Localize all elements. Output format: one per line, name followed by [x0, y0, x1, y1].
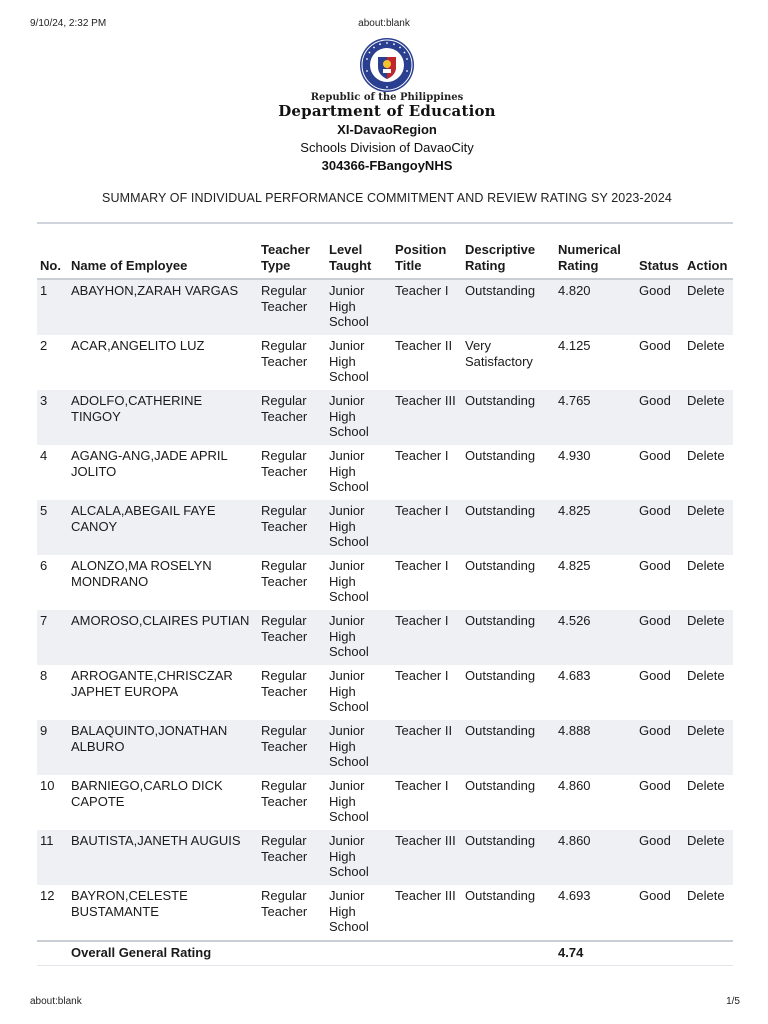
table-row [37, 335, 733, 390]
cell-name: ADOLFO,CATHERINE TINGOY [71, 393, 203, 424]
cell-status: Good [639, 338, 671, 353]
deped-seal-logo [359, 37, 415, 93]
print-url-top: about:blank [358, 18, 410, 29]
cell-numerical: 4.683 [558, 668, 591, 683]
table-row [37, 500, 733, 555]
table-row [37, 830, 733, 885]
print-footer [0, 996, 768, 1010]
print-datetime: 9/10/24, 2:32 PM [30, 18, 107, 29]
table-header [37, 238, 733, 279]
cell-position: Teacher I [395, 448, 449, 463]
cell-position: Teacher I [395, 503, 449, 518]
cell-no: 10 [40, 778, 55, 793]
cell-name: AMOROSO,CLAIRES PUTIAN [71, 613, 250, 628]
overall-rating-label: Overall General Rating [71, 945, 212, 960]
cell-teacher-type: Regular Teacher [261, 448, 308, 479]
cell-name: ALONZO,MA ROSELYN MONDRANO [71, 558, 212, 589]
cell-teacher-type: Regular Teacher [261, 668, 308, 699]
col-descriptive: Descriptive Rating [465, 242, 536, 273]
table-row [37, 775, 733, 830]
col-position: Position Title [395, 242, 447, 273]
school-id: 304366-FBangoyNHS [321, 158, 453, 173]
cell-numerical: 4.930 [558, 448, 591, 463]
cell-no: 1 [40, 283, 48, 298]
cell-position: Teacher I [395, 283, 449, 298]
cell-descriptive: Outstanding [465, 723, 536, 738]
delete-action[interactable]: Delete [687, 558, 725, 573]
cell-descriptive: Very Satisfactory [465, 338, 533, 369]
cell-level: Junior High School [329, 503, 369, 549]
col-level: Level Taught [329, 242, 372, 273]
cell-position: Teacher III [395, 393, 456, 408]
cell-name: ACAR,ANGELITO LUZ [71, 338, 205, 353]
cell-numerical: 4.820 [558, 283, 591, 298]
cell-numerical: 4.125 [558, 338, 591, 353]
cell-descriptive: Outstanding [465, 448, 536, 463]
cell-level: Junior High School [329, 393, 369, 439]
cell-teacher-type: Regular Teacher [261, 393, 308, 424]
cell-numerical: 4.860 [558, 833, 591, 848]
col-no: No. [40, 258, 61, 273]
cell-position: Teacher III [395, 833, 456, 848]
cell-descriptive: Outstanding [465, 668, 536, 683]
delete-action[interactable]: Delete [687, 448, 725, 463]
cell-level: Junior High School [329, 778, 369, 824]
col-status: Status [639, 258, 679, 273]
cell-level: Junior High School [329, 833, 369, 879]
delete-action[interactable]: Delete [687, 888, 725, 903]
division-name: Schools Division of DavaoCity [300, 140, 474, 155]
cell-teacher-type: Regular Teacher [261, 723, 308, 754]
table-row [37, 665, 733, 720]
cell-name: BALAQUINTO,JONATHAN ALBURO [71, 723, 228, 754]
region-name: XI-DavaoRegion [337, 122, 437, 137]
cell-descriptive: Outstanding [465, 778, 536, 793]
cell-status: Good [639, 723, 671, 738]
cell-numerical: 4.693 [558, 888, 591, 903]
cell-teacher-type: Regular Teacher [261, 888, 308, 919]
delete-action[interactable]: Delete [687, 283, 725, 298]
cell-no: 11 [40, 833, 54, 848]
cell-level: Junior High School [329, 888, 369, 934]
print-header [0, 18, 768, 32]
footer-spacer [37, 941, 68, 966]
col-action: Action [687, 258, 728, 273]
cell-no: 6 [40, 558, 48, 573]
cell-no: 9 [40, 723, 48, 738]
cell-name: ARROGANTE,CHRISCZAR JAPHET EUROPA [71, 668, 233, 699]
cell-no: 4 [40, 448, 48, 463]
cell-status: Good [639, 833, 671, 848]
cell-descriptive: Outstanding [465, 393, 536, 408]
cell-descriptive: Outstanding [465, 503, 536, 518]
overall-rating-row [37, 941, 733, 966]
page-number: 1/5 [726, 996, 740, 1007]
cell-teacher-type: Regular Teacher [261, 833, 308, 864]
department-name: Department of Education [278, 102, 496, 120]
title-divider [37, 222, 733, 224]
table-footer [37, 941, 733, 966]
ratings-table [37, 238, 733, 966]
overall-rating-value: 4.74 [558, 945, 584, 960]
table-row [37, 885, 733, 941]
cell-level: Junior High School [329, 448, 369, 494]
cell-teacher-type: Regular Teacher [261, 338, 308, 369]
delete-action[interactable]: Delete [687, 613, 725, 628]
cell-status: Good [639, 668, 671, 683]
footer-spacer-end [636, 941, 733, 966]
cell-teacher-type: Regular Teacher [261, 283, 308, 314]
cell-position: Teacher I [395, 778, 449, 793]
cell-position: Teacher II [395, 723, 453, 738]
delete-action[interactable]: Delete [687, 723, 725, 738]
col-numerical: Numerical Rating [558, 242, 621, 273]
cell-status: Good [639, 888, 671, 903]
cell-numerical: 4.888 [558, 723, 591, 738]
cell-position: Teacher III [395, 888, 456, 903]
cell-descriptive: Outstanding [465, 833, 536, 848]
table-row [37, 720, 733, 775]
cell-numerical: 4.860 [558, 778, 591, 793]
col-name: Name of Employee [71, 258, 188, 273]
cell-status: Good [639, 613, 671, 628]
cell-descriptive: Outstanding [465, 613, 536, 628]
cell-no: 7 [40, 613, 48, 628]
table-body [37, 279, 733, 941]
cell-name: AGANG-ANG,JADE APRIL JOLITO [71, 448, 228, 479]
cell-position: Teacher II [395, 338, 453, 353]
delete-action[interactable]: Delete [687, 393, 725, 408]
cell-teacher-type: Regular Teacher [261, 613, 308, 644]
cell-no: 8 [40, 668, 48, 683]
cell-teacher-type: Regular Teacher [261, 778, 308, 809]
cell-no: 3 [40, 393, 48, 408]
cell-status: Good [639, 778, 671, 793]
cell-name: BAUTISTA,JANETH AUGUIS [71, 833, 241, 848]
republic-line: Republic of the Philippines [310, 92, 464, 103]
deped-seal-icon [359, 37, 415, 93]
table-row [37, 390, 733, 445]
table-row [37, 610, 733, 665]
cell-position: Teacher I [395, 558, 449, 573]
cell-status: Good [639, 283, 671, 298]
print-url-bottom: about:blank [30, 996, 82, 1007]
cell-status: Good [639, 448, 671, 463]
cell-position: Teacher I [395, 668, 449, 683]
delete-action[interactable]: Delete [687, 503, 725, 518]
cell-name: ALCALA,ABEGAIL FAYE CANOY [71, 503, 216, 534]
cell-level: Junior High School [329, 668, 369, 714]
cell-no: 2 [40, 338, 48, 353]
cell-status: Good [639, 393, 671, 408]
cell-teacher-type: Regular Teacher [261, 503, 308, 534]
cell-level: Junior High School [329, 723, 369, 769]
cell-name: BAYRON,CELESTE BUSTAMANTE [71, 888, 188, 919]
table-row [37, 555, 733, 610]
delete-action[interactable]: Delete [687, 778, 725, 793]
table-row [37, 445, 733, 500]
delete-action[interactable]: Delete [687, 833, 725, 848]
cell-level: Junior High School [329, 338, 369, 384]
delete-action[interactable]: Delete [687, 338, 725, 353]
cell-no: 12 [40, 888, 55, 903]
cell-descriptive: Outstanding [465, 283, 536, 298]
cell-level: Junior High School [329, 558, 369, 604]
report-title: SUMMARY OF INDIVIDUAL PERFORMANCE COMMITMENT AND REVIEW RATING SY 2023-2024 [102, 191, 672, 205]
cell-name: ABAYHON,ZARAH VARGAS [71, 283, 239, 298]
cell-status: Good [639, 558, 671, 573]
cell-level: Junior High School [329, 613, 369, 659]
cell-name: BARNIEGO,CARLO DICK CAPOTE [71, 778, 223, 809]
cell-numerical: 4.825 [558, 558, 591, 573]
cell-descriptive: Outstanding [465, 558, 536, 573]
cell-numerical: 4.526 [558, 613, 591, 628]
cell-status: Good [639, 503, 671, 518]
cell-teacher-type: Regular Teacher [261, 558, 308, 589]
header-row [37, 238, 733, 279]
cell-numerical: 4.765 [558, 393, 591, 408]
delete-action[interactable]: Delete [687, 668, 725, 683]
col-teacher-type: Teacher Type [261, 242, 310, 273]
cell-descriptive: Outstanding [465, 888, 536, 903]
table-row [37, 279, 733, 335]
cell-no: 5 [40, 503, 48, 518]
cell-level: Junior High School [329, 283, 369, 329]
cell-position: Teacher I [395, 613, 449, 628]
cell-numerical: 4.825 [558, 503, 591, 518]
